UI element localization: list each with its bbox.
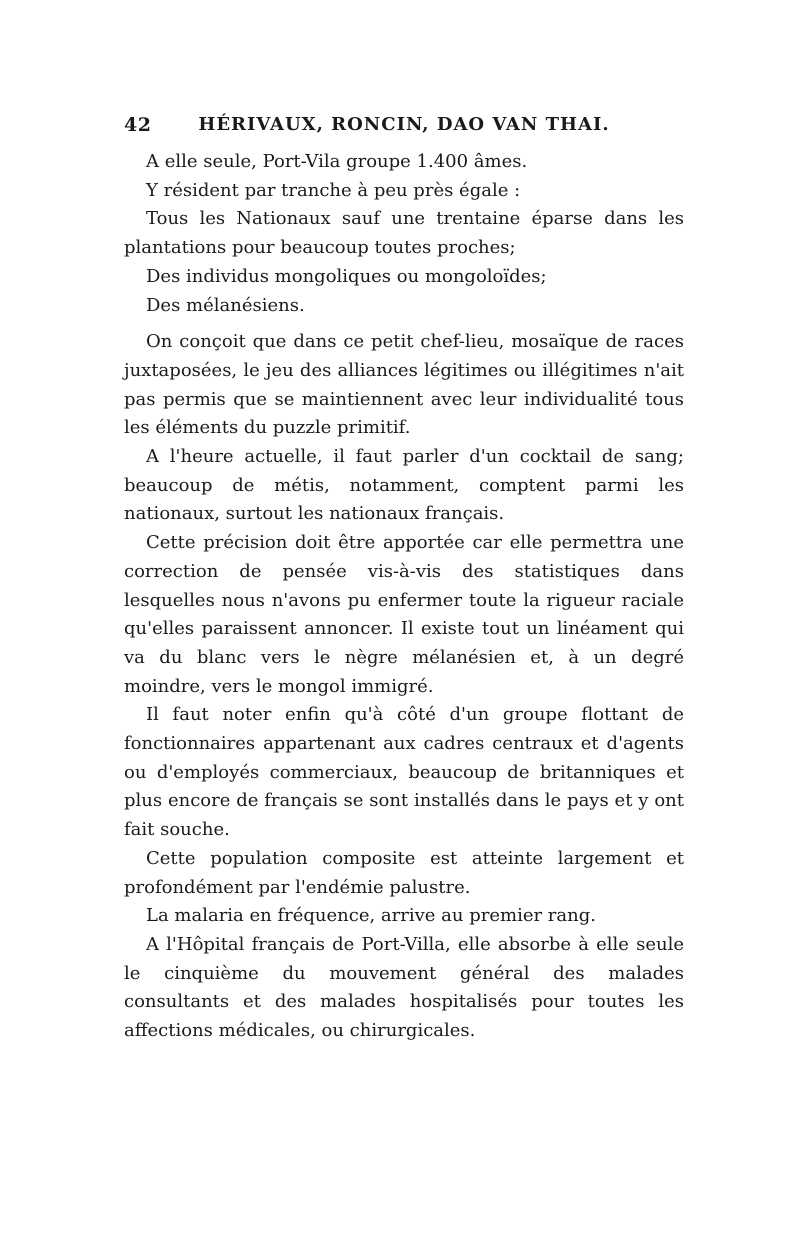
body-text	[124, 148, 684, 1046]
paragraph-4: Des individus mongoliques ou mongoloïdes;	[146, 265, 547, 287]
running-head	[124, 114, 684, 144]
page-number: 42	[124, 114, 152, 136]
paragraph-5: Des mélanésiens.	[146, 294, 305, 316]
paragraph-6: On conçoit que dans ce petit chef-lieu, mosaïque de races juxtaposées, le jeu des alliances légitimes ou illégitimes n'ait pas permis que se maintiennent avec leur individualité tous les éléments du puzzle primitif.	[124, 331, 684, 439]
paragraph-12: A l'Hôpital français de Port-Villa, elle absorbe à elle seule le cinquième du mouvement général des malades consultants et des malades hospitalisés pour toutes les affections médicales, ou chirurgicales.	[124, 933, 684, 1042]
paragraph-11: La malaria en fréquence, arrive au premier rang.	[146, 905, 596, 927]
running-title: HÉRIVAUX, RONCIN, DAO VAN THAI.	[198, 114, 610, 135]
paragraph-7: A l'heure actuelle, il faut parler d'un cocktail de sang; beaucoup de métis, notamment, comptent parmi les nationaux, surtout les nationaux français.	[124, 446, 684, 525]
paragraph-10: Cette population composite est atteinte largement et profondément par l'endémie palustre.	[124, 847, 684, 898]
paragraph-9: Il faut noter enfin qu'à côté d'un groupe flottant de fonctionnaires appartenant aux cadres centraux et d'agents ou d'employés commerciaux, beaucoup de britanniques et plus encore de français se sont installés dans le pays et y ont fait souche.	[124, 704, 684, 841]
paragraph-2: Y résident par tranche à peu près égale :	[146, 179, 521, 201]
paragraph-3: Tous les Nationaux sauf une trentaine éparse dans les plantations pour beaucoup toutes proches;	[124, 208, 684, 259]
paragraph-8: Cette précision doit être apportée car elle permettra une correction de pensée vis-à-vis des statistiques dans lesquelles nous n'avons pu enfermer toute la rigueur raciale qu'elles paraissent annoncer. Il existe tout un linéament qui va du blanc vers le nègre mélanésien et, à un degré moindre, vers le mongol immigré.	[124, 532, 684, 697]
paragraph-1: A elle seule, Port-Vila groupe 1.400 âmes.	[146, 151, 528, 172]
